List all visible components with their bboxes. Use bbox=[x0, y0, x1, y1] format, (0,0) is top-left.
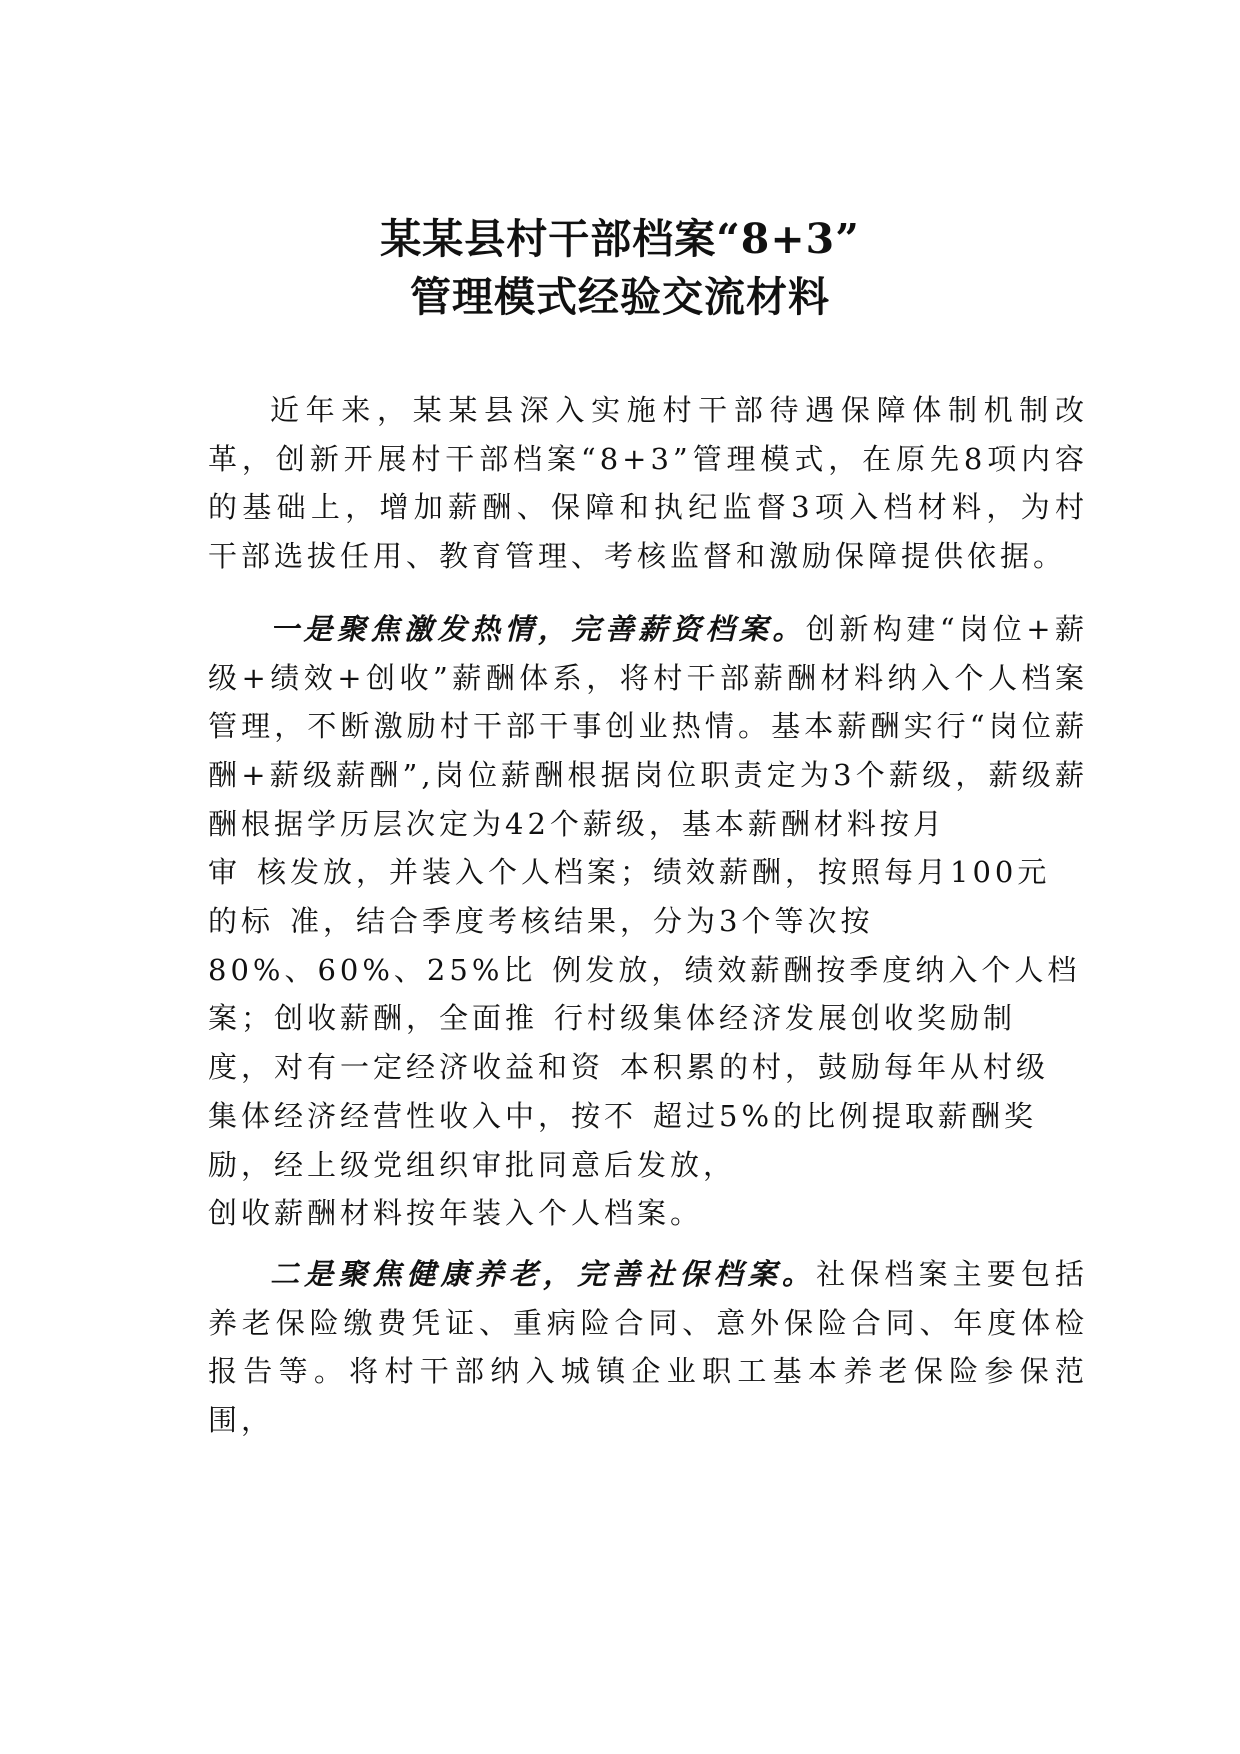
salary-line-text: 例发放，绩效薪酬按季度纳入个人档 bbox=[552, 952, 1081, 987]
section-salary-text: 创新构建“岗位+薪级+绩效+创收”薪酬体系，将村干部薪酬材料纳入个人档案管理，不断激励村干部干事创业热情。基本薪酬实行“岗位薪酬+薪级薪酬”,岗位薪酬根据岗位职责定为3个薪级，薪级薪酬根据学历层次定为42个薪级，基本薪酬材料按月 bbox=[208, 611, 1088, 841]
section-salary-paragraph bbox=[208, 605, 1088, 1238]
document-body bbox=[208, 386, 1088, 1457]
title-line-1: 某某县村干部档案“8+3” bbox=[380, 215, 860, 263]
section-salary-lead: 一是聚焦激发热情，完善薪资档案。 bbox=[270, 611, 806, 646]
salary-line-text: 80%、60%、25%比 bbox=[208, 952, 537, 987]
salary-line: 创收薪酬材料按年装入个人档案。 bbox=[208, 1196, 704, 1231]
intro-paragraph: 近年来，某某县深入实施村干部待遇保障体制机制改革，创新开展村干部档案“8+3”管理模式，在原先8项内容的基础上，增加薪酬、保障和执纪监督3项入档材料，为村干部选拔任用、教育管理、考核监督和激励保障提供依据。 bbox=[208, 393, 1088, 574]
salary-line-text: 核发放，并装入个人档案；绩效薪酬，按照每月100元 bbox=[257, 855, 1051, 890]
salary-line bbox=[208, 897, 1088, 946]
document-title bbox=[0, 210, 1240, 326]
salary-line bbox=[208, 1092, 1088, 1141]
salary-line-text: 超过5%的比例提取薪酬奖 bbox=[653, 1098, 1038, 1133]
salary-line bbox=[208, 848, 1088, 897]
salary-line-text: 集体经济经营性收入中，按不 bbox=[208, 1098, 638, 1133]
salary-line-text: 本积累的村，鼓励每年从村级 bbox=[620, 1050, 1050, 1085]
section-social-security-text: 社保档案主要包括养老保险缴费凭证、重病险合同、意外保险合同、年度体检报告等。将村干部纳入城镇企业职工基本养老保险参保范围， bbox=[208, 1256, 1088, 1438]
salary-line-text: 度，对有一定经济收益和资 bbox=[208, 1050, 605, 1085]
salary-line-text: 案；创收薪酬，全面推 bbox=[208, 1001, 539, 1036]
salary-line: 励，经上级党组织审批同意后发放， bbox=[208, 1147, 737, 1182]
section-social-security-lead: 二是聚焦健康养老，完善社保档案。 bbox=[270, 1256, 817, 1291]
salary-line bbox=[208, 994, 1088, 1043]
salary-line-text: 审 bbox=[208, 855, 242, 890]
salary-line-text: 行村级集体经济发展创收奖励制 bbox=[554, 1001, 1017, 1036]
section-social-security-paragraph bbox=[208, 1250, 1088, 1445]
salary-line-text: 准，结合季度考核结果，分为3个等次按 bbox=[290, 904, 874, 939]
salary-line bbox=[208, 946, 1088, 995]
salary-line-text: 的标 bbox=[208, 904, 275, 939]
title-line-2: 管理模式经验交流材料 bbox=[410, 273, 830, 321]
salary-line bbox=[208, 1043, 1088, 1092]
